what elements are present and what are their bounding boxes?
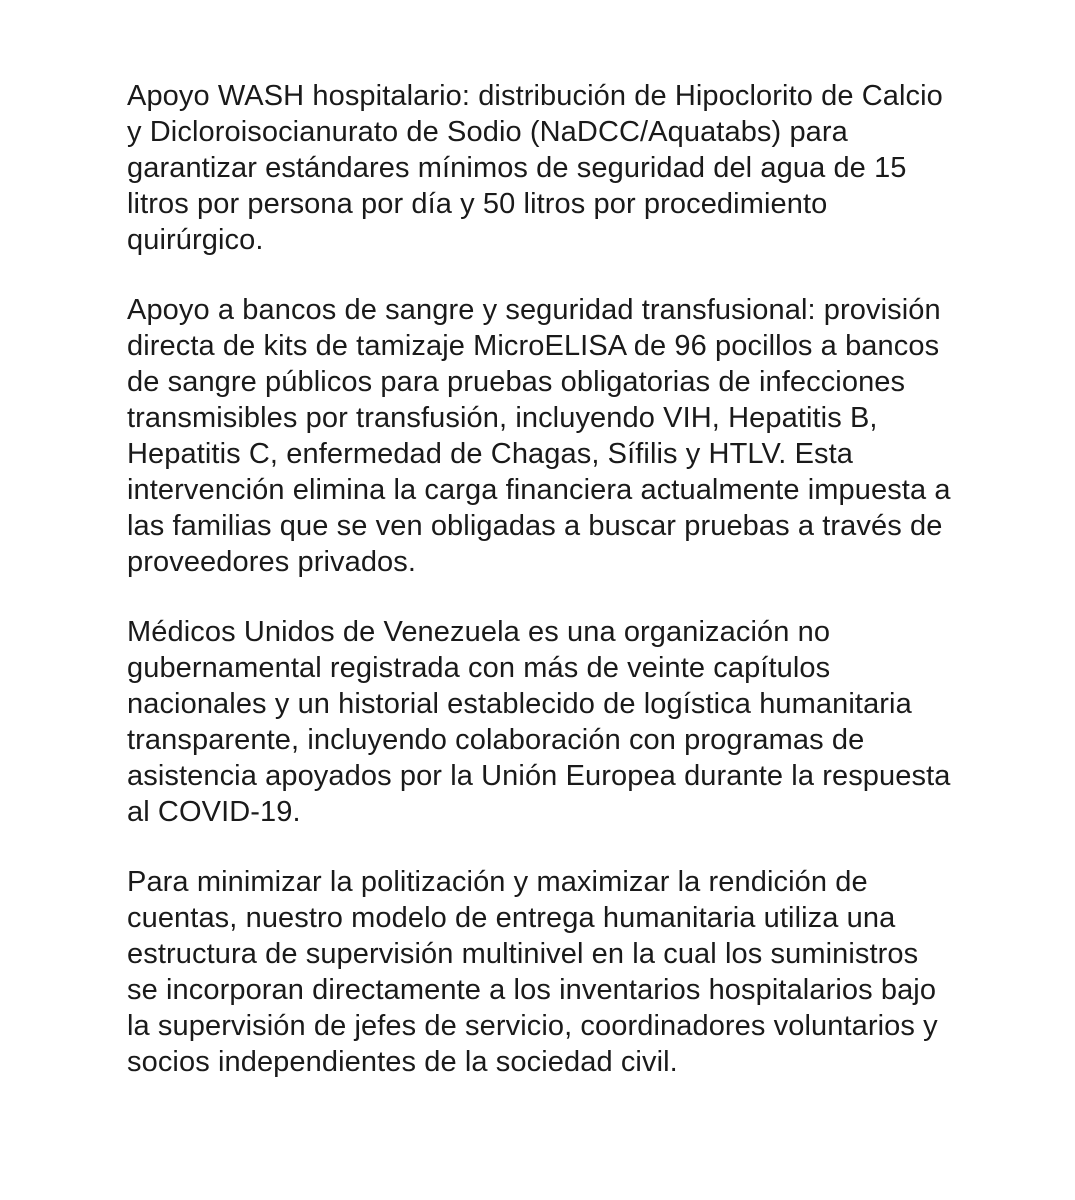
- document-body: [127, 78, 957, 1080]
- paragraph-organization-profile: Médicos Unidos de Venezuela es una organización no gubernamental registrada con más de veinte capítulos nacionales y un historial establecido de logística humanitaria transparente, incluyendo colaboración con programas de asistencia apoyados por la Unión Europea durante la respuesta al COVID-19.: [127, 616, 951, 828]
- paragraph-wash-support: Apoyo WASH hospitalario: distribución de Hipoclorito de Calcio y Dicloroisocianurato de Sodio (NaDCC/Aquatabs) para garantizar estándares mínimos de seguridad del agua de 15 litros por persona por día y 50 litros por procedimiento quirúrgico.: [127, 80, 943, 256]
- paragraph-blood-bank-support: Apoyo a bancos de sangre y seguridad transfusional: provisión directa de kits de tamizaje MicroELISA de 96 pocillos a bancos de sangre públicos para pruebas obligatorias de infecciones transmisibles por transfusión, incluyendo VIH, Hepatitis B, Hepatitis C, enfermedad de Chagas, Sífilis y HTLV. Esta intervención elimina la carga financiera actualmente impuesta a las familias que se ven obligadas a buscar pruebas a través de proveedores privados.: [127, 294, 951, 578]
- paragraph-delivery-model: Para minimizar la politización y maximizar la rendición de cuentas, nuestro modelo de entrega humanitaria utiliza una estructura de supervisión multinivel en la cual los suministros se incorporan directamente a los inventarios hospitalarios bajo la supervisión de jefes de servicio, coordinadores voluntarios y socios independientes de la sociedad civil.: [127, 866, 938, 1078]
